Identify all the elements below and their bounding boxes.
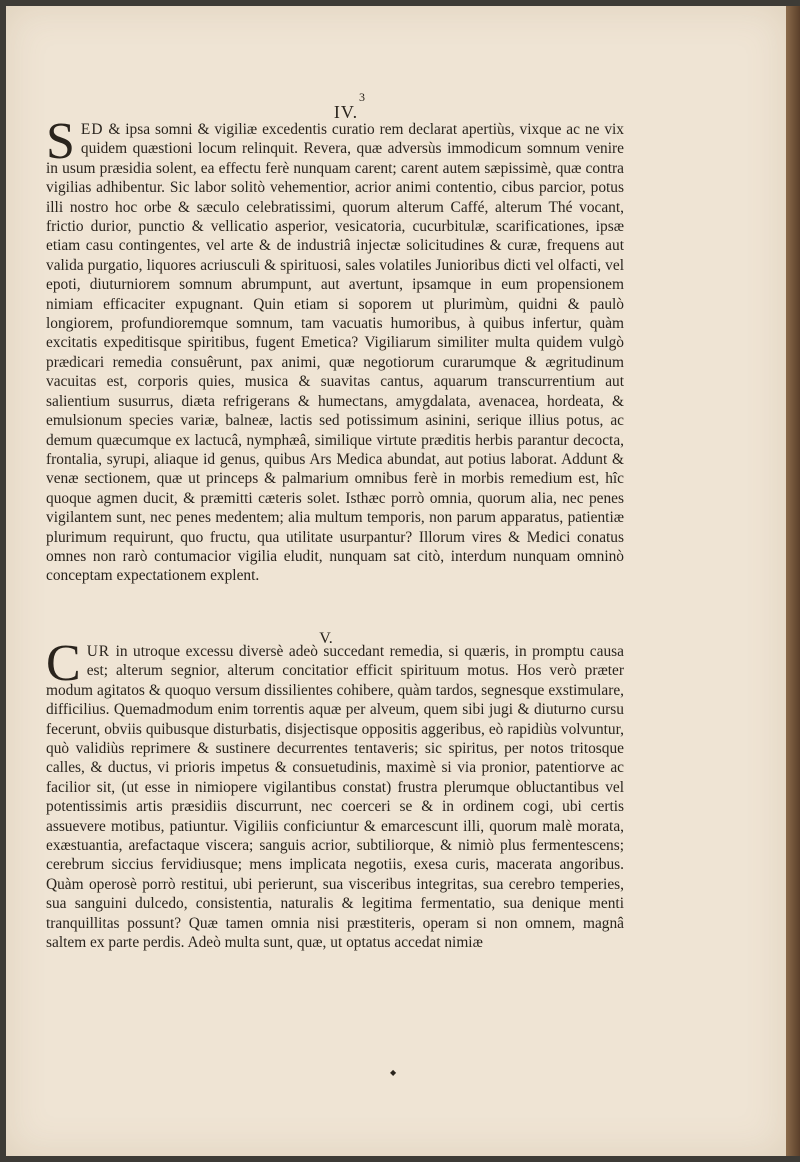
section-iv-text: & ipsa somni & vigiliæ excedentis curatio rem declarat apertiùs, vixque ac ne vix quidem quæstioni locum relinquit. Revera, quæ adversùs immodicum somnum venire in usum præsidia solent, ea effectu ferè nunquam carent; carent autem sæpissimè, quæ contra vigilias adhibentur. Sic labor solitò vehementior, acrior animi contentio, cibus parcior, potus illi nostro hoc orbe & sæculo celebratissimi, quorum alterum Caffé, alterum Thé vocant, frictio durior, punctio & vellicatio asperior, vesicatoria, cucurbitulæ, scarificationes, ipsæ etiam casu contingentes, vel arte & de industriâ injectæ solicitudines & curæ, frequens aut valida purgatio, liquores acriusculi & spirituosi, sales volatiles Junioribus dicti vel olfacti, vel epoti, diuturniorem somnum abrumpunt, aut avertunt, ipsamque in eum propensionem nimiam efficaciter expugnant. Quin etiam si soporem ut plurimùm, quidni & paulò longiorem, profundioremque somnum, tam vacuatis humoribus, à quibus infertur, quàm excitatis expeditisque spiritibus, fugent Emetica? Vigiliarum similiter multa quidem vulgò prædicari remedia consuêrunt, pax animi, quæ negotiorum curarumque & ægritudinum vacuitas est, corporis quies, musica & suavitas cantus, aquarum transcurrentium aut salientium susurrus, diæta refrigerans & humectans, amygdalata, avenacea, hordeata, & emulsionum species variæ, balneæ, lactis sed potissimum asinini, serique illius potus, ac demum quæcumque ex lactucâ, nymphæâ, similique virtute præditis herbis parantur decocta, frontalia, syrupi, aliaque id genus, quibus Ars Medica abundat, aut potius laborat. Addunt & venæ sectionem, quæ ut princeps & palmarium omnibus ferè in morbis remedium est, hîc quoque agmen ducit, & præmitti cæteris solet. Isthæc porrò omnia, quorum alia, nec penes vigilantem sunt, nec penes medentem; alia multum temporis, non parum apparatus, patientiæ plurimum requirunt, quo fructu, qua utilitate usurpantur? Illorum vires & Medici conatus omnes non rarò contumacior vigilia eludit, nunquam sat citò, interdum nunquam omninò conceptam expectationem explent. (46, 121, 624, 585)
drop-cap-rest: ED (80, 121, 104, 138)
drop-cap-c: C (46, 635, 81, 692)
ornament-dot: ◆ (390, 1068, 397, 1077)
section-number-iv: IV. (333, 102, 359, 122)
section-iv-paragraph (46, 113, 624, 586)
section-v-text: in utroque excessu diversè adeò succedant remedia, si quæris, in promptu causa est; alterum segnior, alterum concitatior efficit spirituum motus. Hos verò præter modum agitatos & quoquo versum dissilientes cohibere, quàm tardos, segnesque exstimulare, difficilius. Quemadmodum enim torrentis aquæ per alveum, quem sibi jugi & diuturno cursu fecerunt, obviis quibusque disturbatis, disjectisque oppositis aggeribus, eò rapidiùs volvuntur, quò validiùs reprimere & sustinere decurrentes tentaveris; sic spiritus, per notos tritosque calles, & ductus, vi prioris impetus & consuetudinis, maximè si via pronior, patentiorve ac facilior sit, (ut esse in nimiopere vigilantibus constat) frustra plerumque obluctantibus vel potentissimis artis præsidiis discurrunt, nec coerceri se & in ordinem cogi, ubi certis assuevere motibus, patiuntur. Vigiliis conficiuntur & emarcescunt illi, quorum malè morata, exæstuantia, arefactaque viscera; sanguis acrior, subtiliorque, & nimiò plus fermentescens; cerebrum siccius fervidiusque; mens implicata negotiis, exesa curis, macerata angoribus. Quàm operosè porrò restitui, ubi perierunt, sua visceribus integritas, sua cerebro temperies, sua sanguini dulcedo, consistentia, naturalis & legitima fermentatio, sua denique menti tranquillitas possunt? Quæ tamen omnia nisi præstiteris, operam si non omnem, magnâ saltem ex parte perdis. Adeò multa sunt, quæ, ut optatus accedat nimiæ (46, 643, 624, 952)
page-number: 3 (359, 90, 365, 104)
book-page (6, 6, 786, 1156)
drop-cap-s: S (46, 113, 75, 170)
book-edge (786, 6, 800, 1156)
drop-cap-rest: UR (86, 643, 111, 660)
section-number-v: V. (319, 630, 333, 647)
section-v-paragraph (46, 635, 624, 953)
